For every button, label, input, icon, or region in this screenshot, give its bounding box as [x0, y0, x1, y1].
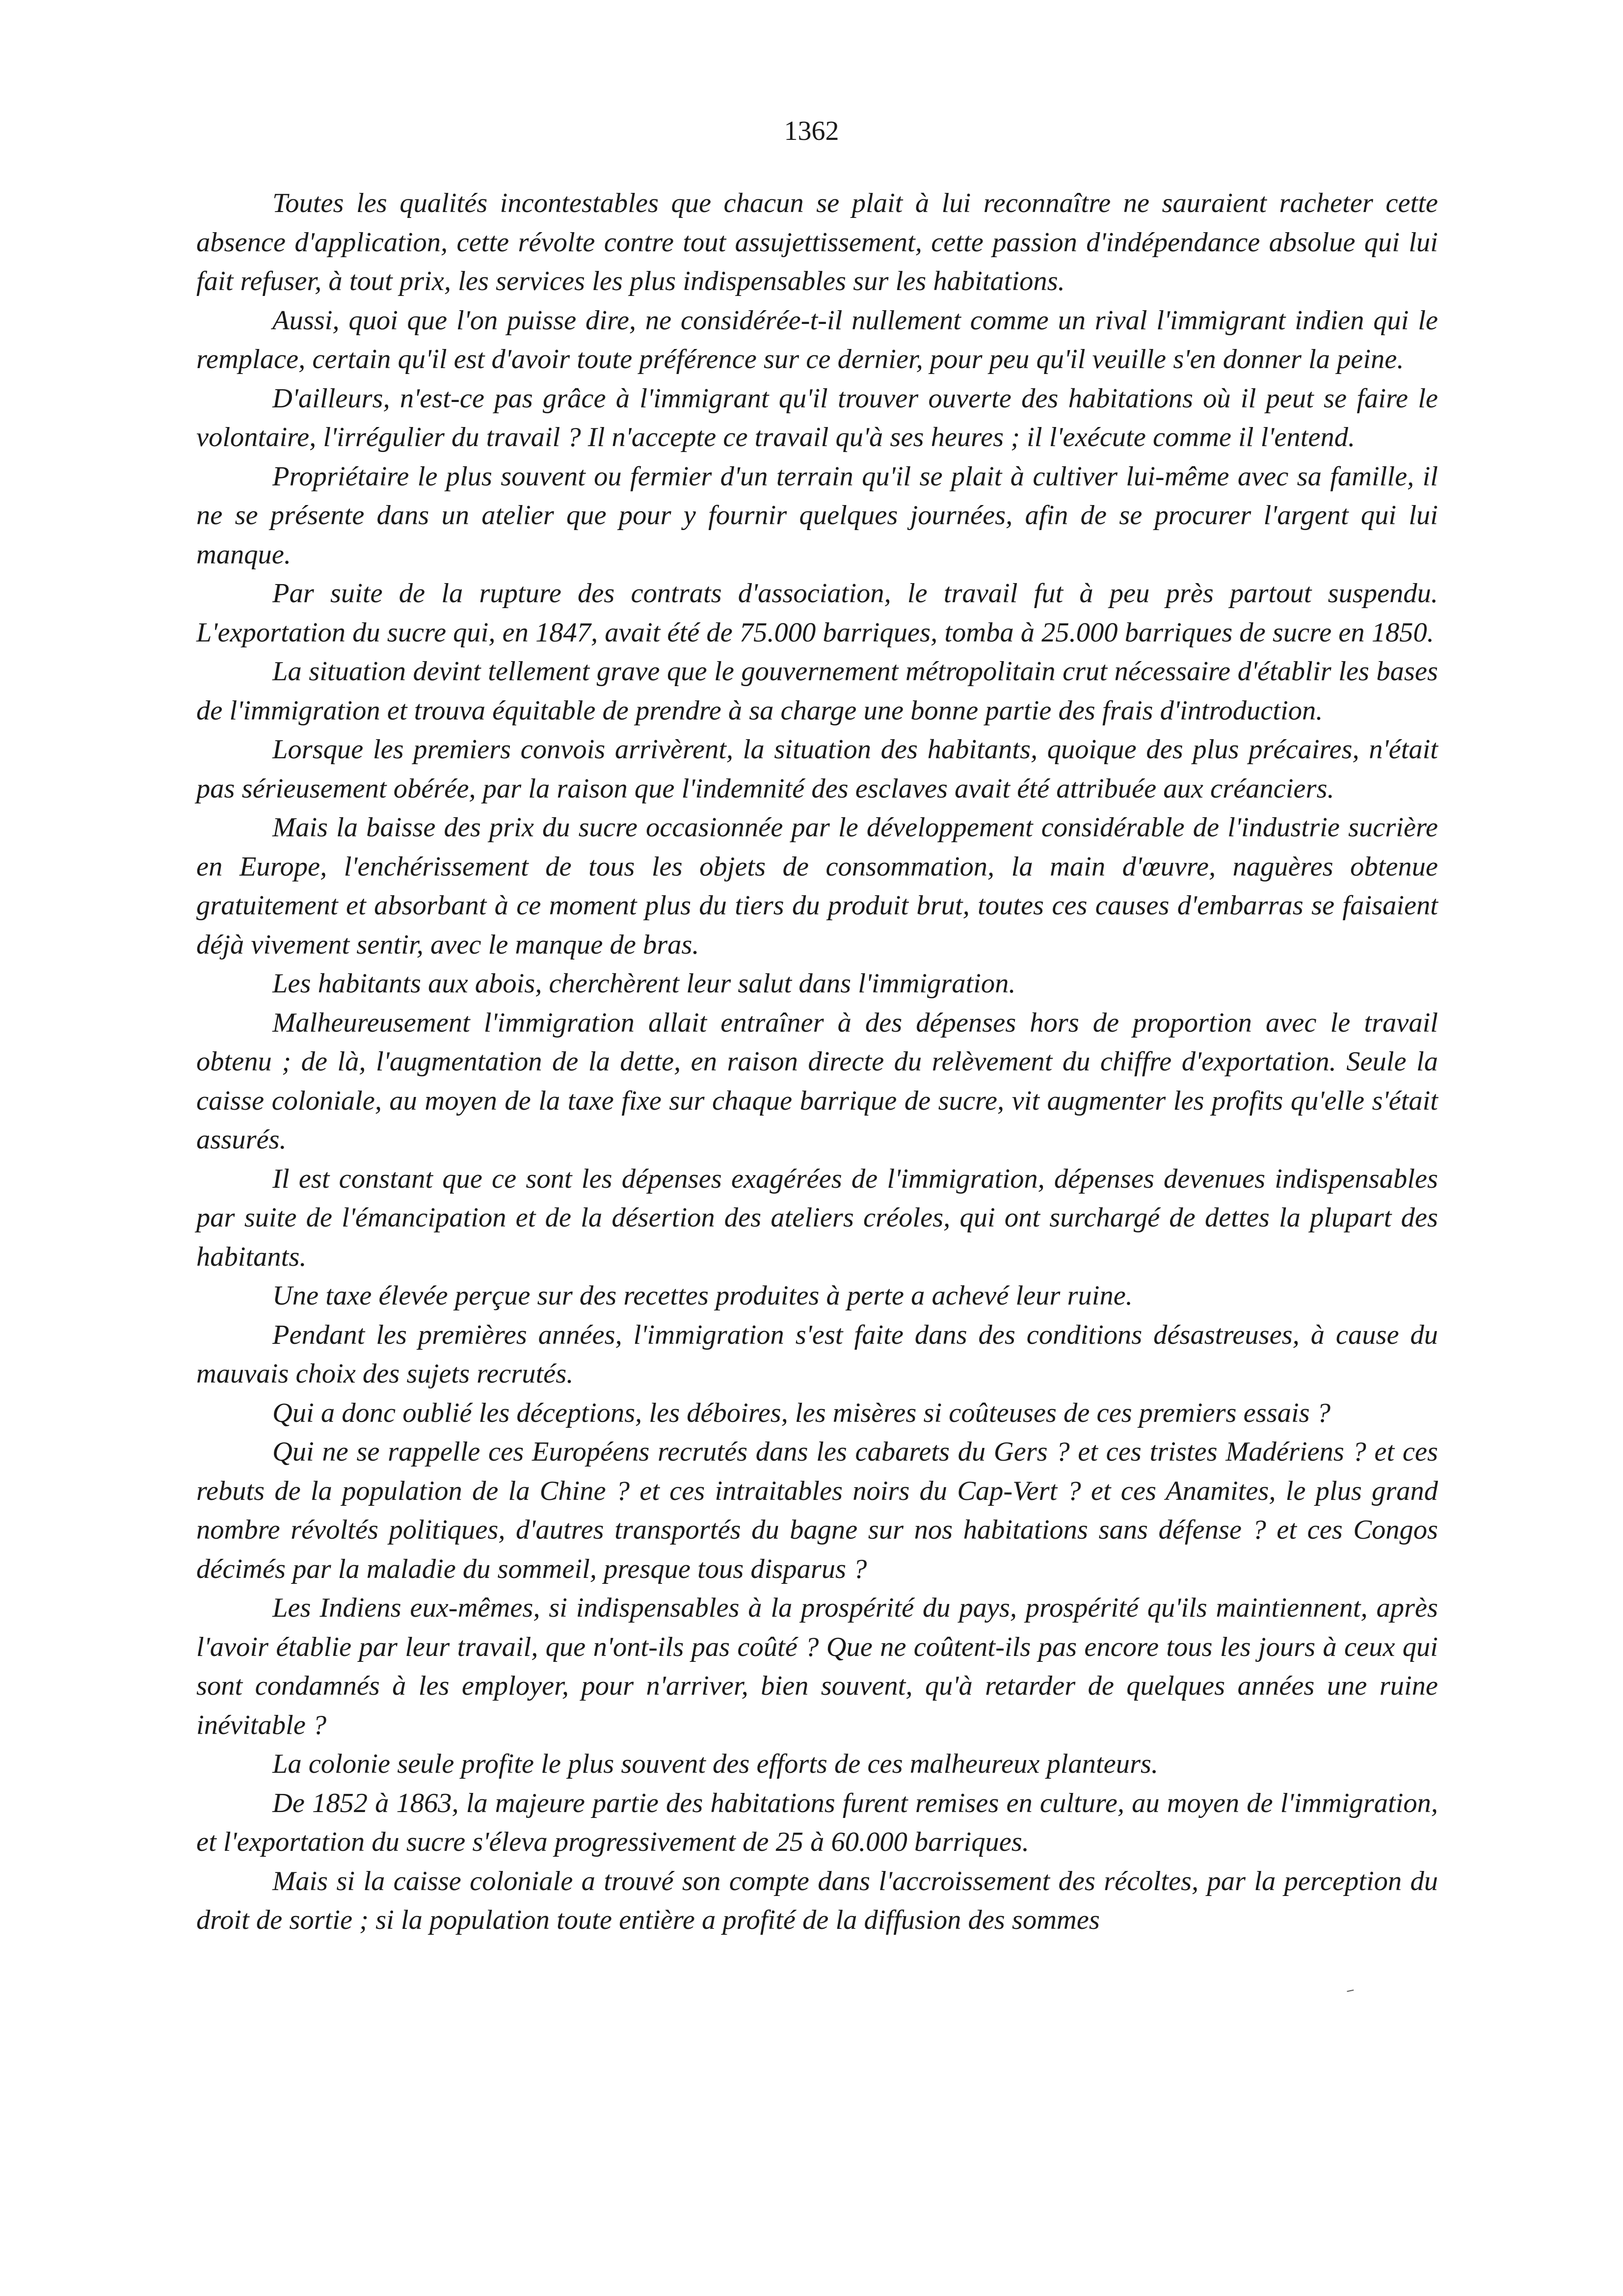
- paragraph: Mais la baisse des prix du sucre occasionnée par le développement considérable de l'industrie sucrière en Europe, l'enchérissement de tous les objets de consommation, la main d'œuvre, naguères obtenue gratuitement et absorbant à ce moment plus du tiers du produit brut, toutes ces causes d'embarras se faisaient déjà vivement sentir, avec le manque de bras.: [196, 812, 1438, 960]
- paragraph: De 1852 à 1863, la majeure partie des habitations furent remises en culture, au moyen de l'immigration, et l'exportation du sucre s'éleva progressivement de 25 à 60.000 barriques.: [196, 1788, 1438, 1857]
- paragraph: D'ailleurs, n'est-ce pas grâce à l'immigrant qu'il trouver ouverte des habitations où il peut se faire le volontaire, l'irrégulier du travail ? Il n'accepte ce travail qu'à ses heures ; il l'exécute comme il l'entend.: [196, 383, 1438, 453]
- body-text: [196, 184, 1438, 1940]
- page-number: 1362: [784, 116, 839, 146]
- paragraph: Propriétaire le plus souvent ou fermier d'un terrain qu'il se plait à cultiver lui-même avec sa famille, il ne se présente dans un atelier que pour y fournir quelques journées, afin de se procurer l'argent qui lui manque.: [196, 461, 1438, 570]
- paragraph: Malheureusement l'immigration allait entraîner à des dépenses hors de proportion avec le travail obtenu ; de là, l'augmentation de la dette, en raison directe du relèvement du chiffre d'exportation. Seule la caisse coloniale, au moyen de la taxe fixe sur chaque barrique de sucre, vit augmenter les profits qu'elle s'était assurés.: [196, 1007, 1438, 1155]
- paragraph: Il est constant que ce sont les dépenses exagérées de l'immigration, dépenses devenues indispensables par suite de l'émancipation et de la désertion des ateliers créoles, qui ont surchargé de dettes la plupart des habitants.: [196, 1163, 1438, 1272]
- paragraph: Qui a donc oublié les déceptions, les déboires, les misères si coûteuses de ces premiers essais ?: [272, 1397, 1331, 1428]
- paragraph: Qui ne se rappelle ces Européens recrutés dans les cabarets du Gers ? et ces tristes Madériens ? et ces rebuts de la population de la Chine ? et ces intraitables noirs du Cap-Vert ? et ces Anamites, le plus grand nombre révoltés politiques, d'autres transportés du bagne sur nos habitations sans défense ? et ces Congos décimés par la maladie du sommeil, presque tous disparus ?: [196, 1437, 1438, 1584]
- paragraph: Mais si la caisse coloniale a trouvé son compte dans l'accroissement des récoltes, par la perception du droit de sortie ; si la population toute entière a profité de la diffusion des sommes: [196, 1866, 1438, 1935]
- paragraph: La colonie seule profite le plus souvent des efforts de ces malheureux planteurs.: [272, 1749, 1159, 1779]
- paragraph: Aussi, quoi que l'on puisse dire, ne considérée-t-il nullement comme un rival l'immigrant indien qui le remplace, certain qu'il est d'avoir toute préférence sur ce dernier, pour peu qu'il veuille s'en donner la peine.: [196, 305, 1438, 374]
- paragraph: Pendant les premières années, l'immigration s'est faite dans des conditions désastreuses, à cause du mauvais choix des sujets recrutés.: [196, 1319, 1438, 1389]
- paragraph: Toutes les qualités incontestables que chacun se plait à lui reconnaître ne sauraient racheter cette absence d'application, cette révolte contre tout assujettissement, cette passion d'indépendance absolue qui lui fait refuser, à tout prix, les services les plus indispensables sur les habitations.: [196, 188, 1438, 296]
- paragraph: Les habitants aux abois, cherchèrent leur salut dans l'immigration.: [272, 968, 1016, 999]
- paragraph: La situation devint tellement grave que le gouvernement métropolitain crut nécessaire d'établir les bases de l'immigration et trouva équitable de prendre à sa charge une bonne partie des frais d'introduction.: [196, 656, 1438, 726]
- paragraph: Une taxe élevée perçue sur des recettes produites à perte a achevé leur ruine.: [272, 1281, 1133, 1311]
- paragraph: Les Indiens eux-mêmes, si indispensables à la prospérité du pays, prospérité qu'ils maintiennent, après l'avoir établie par leur travail, que n'ont-ils pas coûté ? Que ne coûtent-ils pas encore tous les jours à ceux qui sont condamnés à les employer, pour n'arriver, bien souvent, qu'à retarder de quelques années une ruine inévitable ?: [196, 1593, 1438, 1740]
- scan-artifact: [1347, 1990, 1354, 1995]
- paragraph: Lorsque les premiers convois arrivèrent, la situation des habitants, quoique des plus précaires, n'était pas sérieusement obérée, par la raison que l'indemnité des esclaves avait été attribuée aux créanciers.: [196, 734, 1438, 804]
- paragraph: Par suite de la rupture des contrats d'association, le travail fut à peu près partout suspendu. L'exportation du sucre qui, en 1847, avait été de 75.000 barriques, tomba à 25.000 barriques de sucre en 1850.: [196, 578, 1438, 648]
